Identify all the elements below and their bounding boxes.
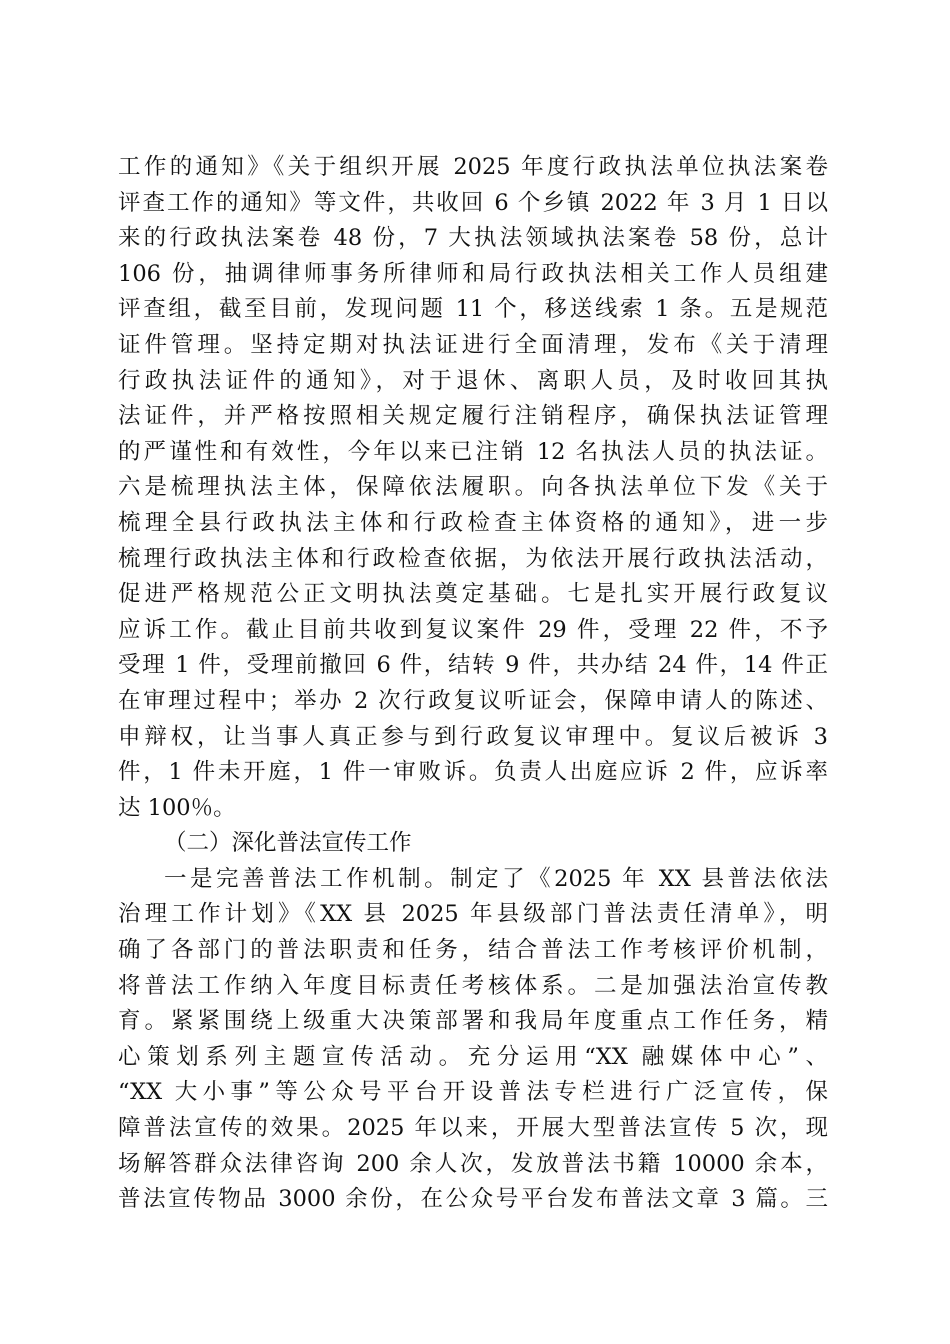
body-text-line: “XX 大小事”等公众号平台开设普法专栏进行广泛宣传，保	[118, 1079, 828, 1106]
body-text-line: 应诉工作。截止目前共收到复议案件 29 件，受理 22 件，不予	[118, 616, 828, 643]
body-text-line: 一是完善普法工作机制。制定了《2025 年 XX 县普法依法	[164, 865, 828, 892]
body-text-line: 件，1 件未开庭，1 件一审败诉。负责人出庭应诉 2 件，应诉率	[118, 759, 828, 786]
body-text-line: 育。紧紧围绕上级重大决策部署和我局年度重点工作任务，精	[118, 1008, 828, 1035]
body-text-line: 评查组，截至目前，发现问题 11 个，移送线索 1 条。五是规范	[118, 296, 828, 323]
body-text-line: 将普法工作纳入年度目标责任考核体系。二是加强法治宣传教	[118, 972, 828, 999]
body-text-line: 106 份，抽调律师事务所律师和局行政执法相关工作人员组建	[118, 260, 828, 287]
body-text-line: 申辩权，让当事人真正参与到行政复议审理中。复议后被诉 3	[118, 723, 828, 750]
body-text-line: 行政执法证件的通知》，对于退休、离职人员，及时收回其执	[118, 367, 828, 394]
body-text-line: 工作的通知》《关于组织开展 2025 年度行政执法单位执法案卷	[118, 154, 828, 180]
body-text-line: 确了各部门的普法职责和任务，结合普法工作考核评价机制，	[118, 937, 828, 964]
body-text-line: 治理工作计划》《XX 县 2025 年县级部门普法责任清单》，明	[118, 901, 828, 928]
body-text-line: 普法宣传物品 3000 余份，在公众号平台发布普法文章 3 篇。三	[118, 1186, 828, 1213]
body-text-line: 梳理行政执法主体和行政检查依据，为依法开展行政执法活动，	[118, 545, 828, 572]
body-text-line: 六是梳理执法主体，保障依法履职。向各执法单位下发《关于	[118, 474, 828, 501]
body-text-line: 受理 1 件，受理前撤回 6 件，结转 9 件，共办结 24 件，14 件正	[118, 652, 828, 679]
body-text-line: 的严谨性和有效性，今年以来已注销 12 名执法人员的执法证。	[118, 438, 828, 465]
body-text-line: 评查工作的通知》等文件，共收回 6 个乡镇 2022 年 3 月 1 日以	[118, 189, 828, 216]
body-text-line: 法证件，并严格按照相关规定履行注销程序，确保执法证管理	[118, 403, 828, 430]
body-text-line: 达 100％。	[118, 794, 236, 821]
body-text-line: 证件管理。坚持定期对执法证进行全面清理，发布《关于清理	[118, 331, 828, 358]
body-text-line: 场解答群众法律咨询 200 余人次，发放普法书籍 10000 余本，	[118, 1150, 828, 1177]
section-heading: （二）深化普法宣传工作	[164, 830, 412, 857]
body-text-line: 梳理全县行政执法主体和行政检查主体资格的通知》，进一步	[118, 509, 828, 536]
body-text-line: 障普法宣传的效果。2025 年以来，开展大型普法宣传 5 次，现	[118, 1115, 828, 1142]
body-text-line: 促进严格规范公正文明执法奠定基础。七是扎实开展行政复议	[118, 581, 828, 608]
body-text-line: 在审理过程中；举办 2 次行政复议听证会，保障申请人的陈述、	[118, 687, 828, 714]
document-page	[118, 150, 828, 1218]
body-text-line: 来的行政执法案卷 48 份，7 大执法领域执法案卷 58 份，总计	[118, 225, 828, 252]
body-text-line: 心策划系列主题宣传活动。充分运用“XX 融媒体中心”、	[118, 1043, 828, 1070]
